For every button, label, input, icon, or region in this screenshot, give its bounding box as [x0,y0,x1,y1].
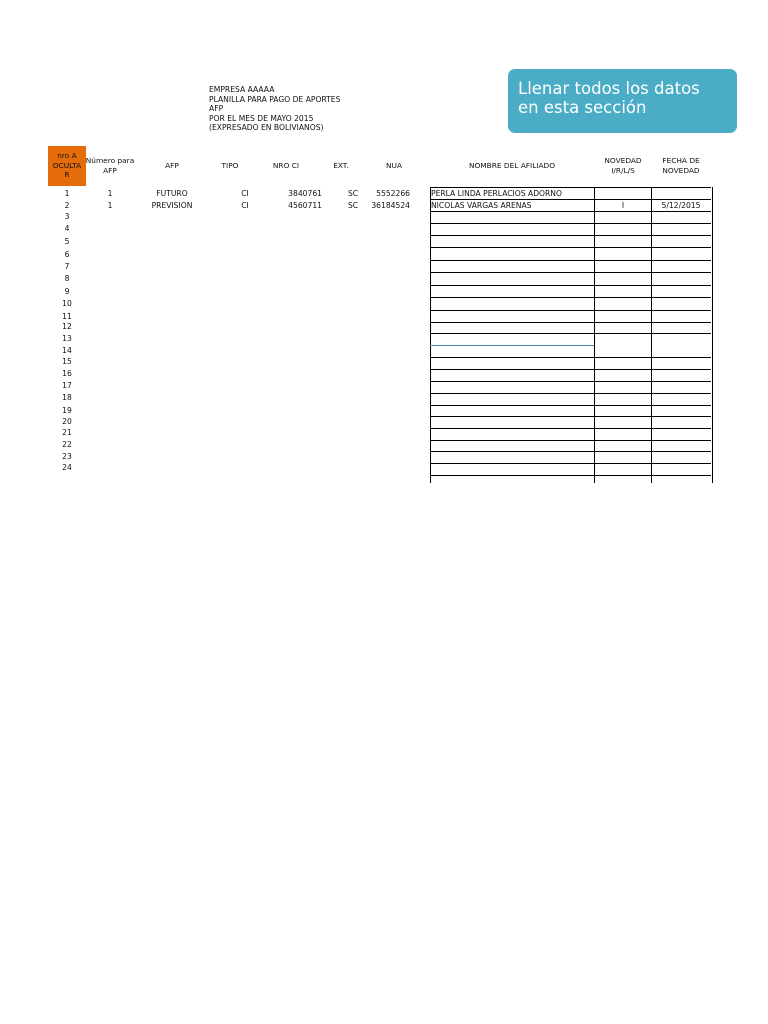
row-1-ext[interactable]: SC [347,189,359,198]
grid-row-line [430,440,711,441]
row-number-2: 2 [64,201,70,210]
grid-row-line [430,369,711,370]
row-2-nua[interactable]: 36184524 [371,201,410,210]
row-2-ext[interactable]: SC [347,201,359,210]
callout-line-2: en esta sección [518,98,647,117]
grid-row-line [430,247,711,248]
grid-row-line [430,223,711,224]
col-header-numero-line-1: Número para [85,156,135,165]
row-number-12: 12 [62,322,72,331]
report-period: POR EL MES DE MAYO 2015 [209,113,314,123]
grid-row-line [430,272,711,273]
grid-row-line [430,211,711,212]
col-header-afp: AFP [165,161,179,170]
row-2-novedad[interactable]: I [621,201,625,210]
row-1-nua[interactable]: 5552266 [376,189,410,198]
grid-row-line [430,405,711,406]
row-number-24: 24 [62,463,72,472]
report-currency: (EXPRESADO EN BOLIVIANOS) [209,123,324,133]
input-grid [430,187,713,483]
col-header-nua: NUA [386,161,402,170]
row-number-19: 19 [62,406,72,415]
grid-divider-novedad [594,187,595,483]
row-2-afp[interactable]: PREVISION [151,201,193,210]
report-afp: AFP [209,104,224,114]
col-header-nro-ci: NRO CI [272,161,300,170]
row-1-ci[interactable]: 3840761 [288,189,322,198]
row-number-21: 21 [62,428,72,437]
grid-row-line [430,393,711,394]
row-number-4: 4 [64,224,70,233]
grid-divider-fecha [651,187,652,483]
row-1-numero[interactable]: 1 [107,189,113,198]
col-header-nombre-afiliado: NOMBRE DEL AFILIADO [468,161,556,170]
row-number-16: 16 [62,369,72,378]
grid-row-line [430,475,711,476]
grid-row-line [430,333,711,334]
row-number-20: 20 [62,417,72,426]
row-number-8: 8 [64,274,70,283]
row-number-13: 13 [62,334,72,343]
row-number-6: 6 [64,250,70,259]
grid-row-line [430,428,711,429]
grid-row-line [430,345,594,346]
col-header-nro-line-1: nro A [57,151,77,160]
row-2-fecha[interactable]: 5/12/2015 [661,201,701,210]
grid-row-line [430,297,711,298]
row-number-11: 11 [62,312,72,321]
row-1-tipo[interactable]: CI [241,189,249,198]
col-header-novedad-line-1: NOVEDAD [604,156,642,165]
grid-row-line [430,463,711,464]
instruction-callout [508,69,737,133]
grid-row-line [430,381,711,382]
col-header-nro-line-2: OCULTA [52,160,82,170]
row-number-10: 10 [62,299,72,308]
row-number-22: 22 [62,440,72,449]
grid-row-line [430,260,711,261]
col-header-nro-a-ocultar[interactable] [48,146,86,186]
row-number-9: 9 [64,287,70,296]
grid-row-line [430,416,711,417]
grid-row-line [430,357,711,358]
col-header-novedad-line-2: I/R/L/S [611,165,635,175]
grid-row-line [430,322,711,323]
col-header-fecha-novedad [652,156,710,175]
grid-row-line [430,310,711,311]
callout-line-1: Llenar todos los datos [518,79,700,98]
row-number-15: 15 [62,357,72,366]
grid-row-line [430,285,711,286]
row-number-5: 5 [64,237,70,246]
col-header-fecha-line-2: NOVEDAD [662,165,700,175]
grid-row-line [430,451,711,452]
row-2-nombre[interactable]: NICOLAS VARGAS ARENAS [431,201,532,210]
col-header-numero-para-afp [84,156,136,175]
row-number-1: 1 [64,189,70,198]
row-number-3: 3 [64,212,70,221]
report-header [209,85,340,133]
col-header-tipo: TIPO [221,161,239,170]
company-name: EMPRESA AAAAA [209,85,275,94]
row-number-14: 14 [62,346,72,355]
row-number-7: 7 [64,262,70,271]
row-1-afp[interactable]: FUTURO [156,189,188,198]
row-2-numero[interactable]: 1 [107,201,113,210]
report-title: PLANILLA PARA PAGO DE APORTES [209,94,341,104]
row-number-18: 18 [62,393,72,402]
row-number-17: 17 [62,381,72,390]
col-header-nro-line-3: R [64,170,70,179]
col-header-ext: EXT. [333,161,349,170]
row-number-23: 23 [62,452,72,461]
grid-row-line [430,235,711,236]
col-header-numero-line-2: AFP [103,165,117,175]
row-1-nombre[interactable]: PERLA LINDA PERLACIOS ADORNO [431,189,562,198]
col-header-fecha-line-1: FECHA DE [662,156,700,165]
row-2-ci[interactable]: 4560711 [288,201,322,210]
row-2-tipo[interactable]: CI [241,201,249,210]
col-header-novedad [596,156,650,175]
